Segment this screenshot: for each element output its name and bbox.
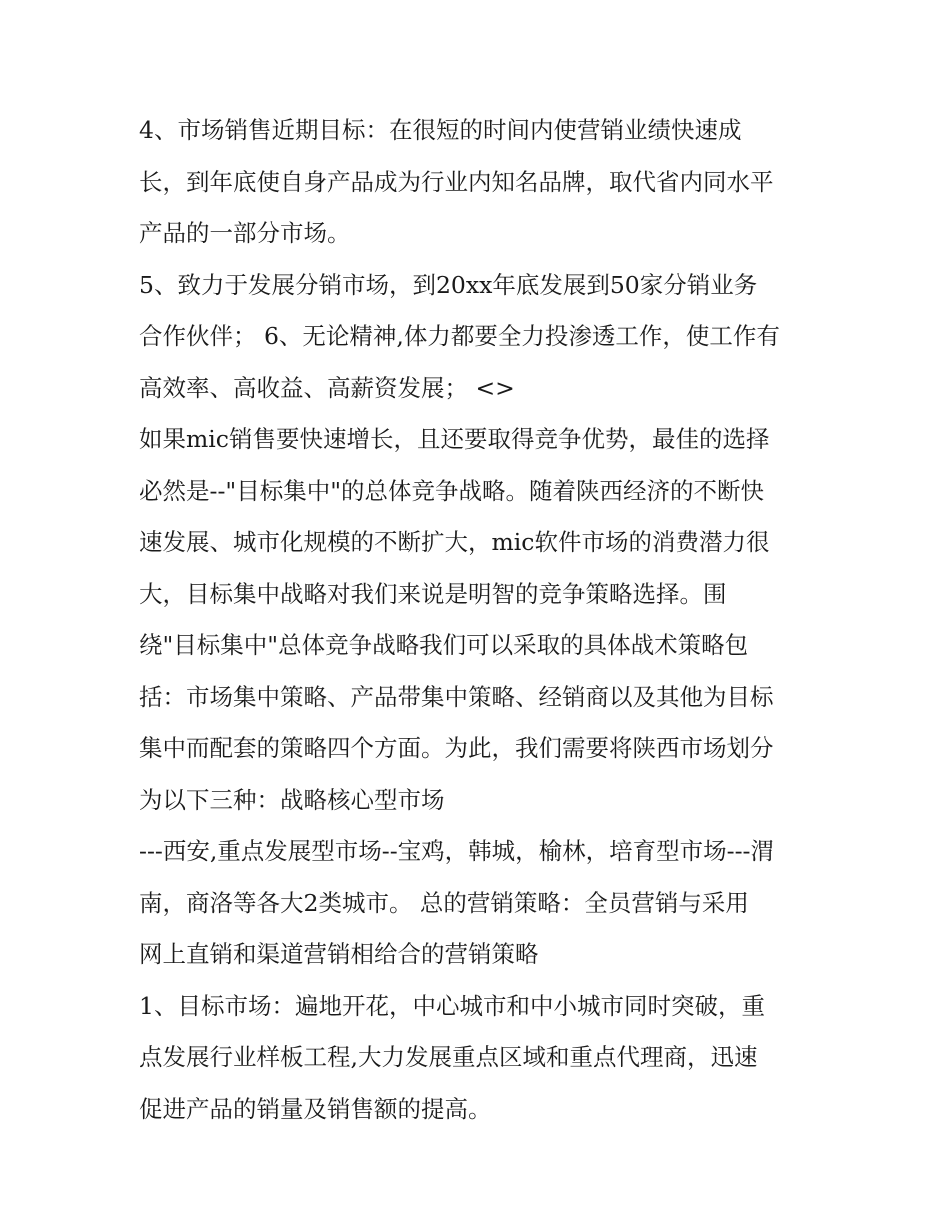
text-line: 括：市场集中策略、产品带集中策略、经销商以及其他为目标 <box>139 682 774 711</box>
text-line: 绕"目标集中"总体竞争战略我们可以采取的具体战术策略包 <box>139 631 749 659</box>
text-line: 高效率、高收益、高薪资发展； <> <box>139 373 515 402</box>
document-body <box>139 108 819 1138</box>
text-line: 5、致力于发展分销市场，到20xx年底发展到50家分销业务 <box>139 270 758 299</box>
text-line: 集中而配套的策略四个方面。为此，我们需要将陕西市场划分 <box>139 734 774 762</box>
text-line: 速发展、城市化规模的不断扩大，mic软件市场的消费潜力很 <box>139 528 770 556</box>
text-line: 产品的一部分市场。 <box>139 219 351 247</box>
text-line: ---西安,重点发展型市场--宝鸡，韩城，榆林，培育型市场---渭 <box>139 837 774 865</box>
text-line: 大，目标集中战略对我们来说是明智的竞争策略选择。围 <box>139 579 727 608</box>
text-line: 为以下三种：战略核心型市场 <box>139 785 445 814</box>
text-line: 南，商洛等各大2类城市。 总的营销策略：全员营销与采用 <box>139 888 749 917</box>
text-line: 如果mic销售要快速增长，且还要取得竞争优势，最佳的选择 <box>139 425 770 453</box>
text-line: 点发展行业样板工程,大力发展重点区域和重点代理商，迅速 <box>139 1043 758 1071</box>
text-line: 长，到年底使自身产品成为行业内知名品牌，取代省内同水平 <box>139 167 774 196</box>
text-line: 4、市场销售近期目标：在很短的时间内使营销业绩快速成 <box>139 116 742 144</box>
text-line: 1、目标市场：遍地开花，中心城市和中小城市同时突破，重 <box>139 991 765 1020</box>
text-line: 网上直销和渠道营销相给合的营销策略 <box>139 940 539 968</box>
text-line: 促进产品的销量及销售额的提高。 <box>139 1094 492 1123</box>
text-line: 合作伙伴； 6、无论精神,体力都要全力投渗透工作，使工作有 <box>139 322 780 350</box>
text-line: 必然是--"目标集中"的总体竞争战略。随着陕西经济的不断快 <box>139 476 764 505</box>
